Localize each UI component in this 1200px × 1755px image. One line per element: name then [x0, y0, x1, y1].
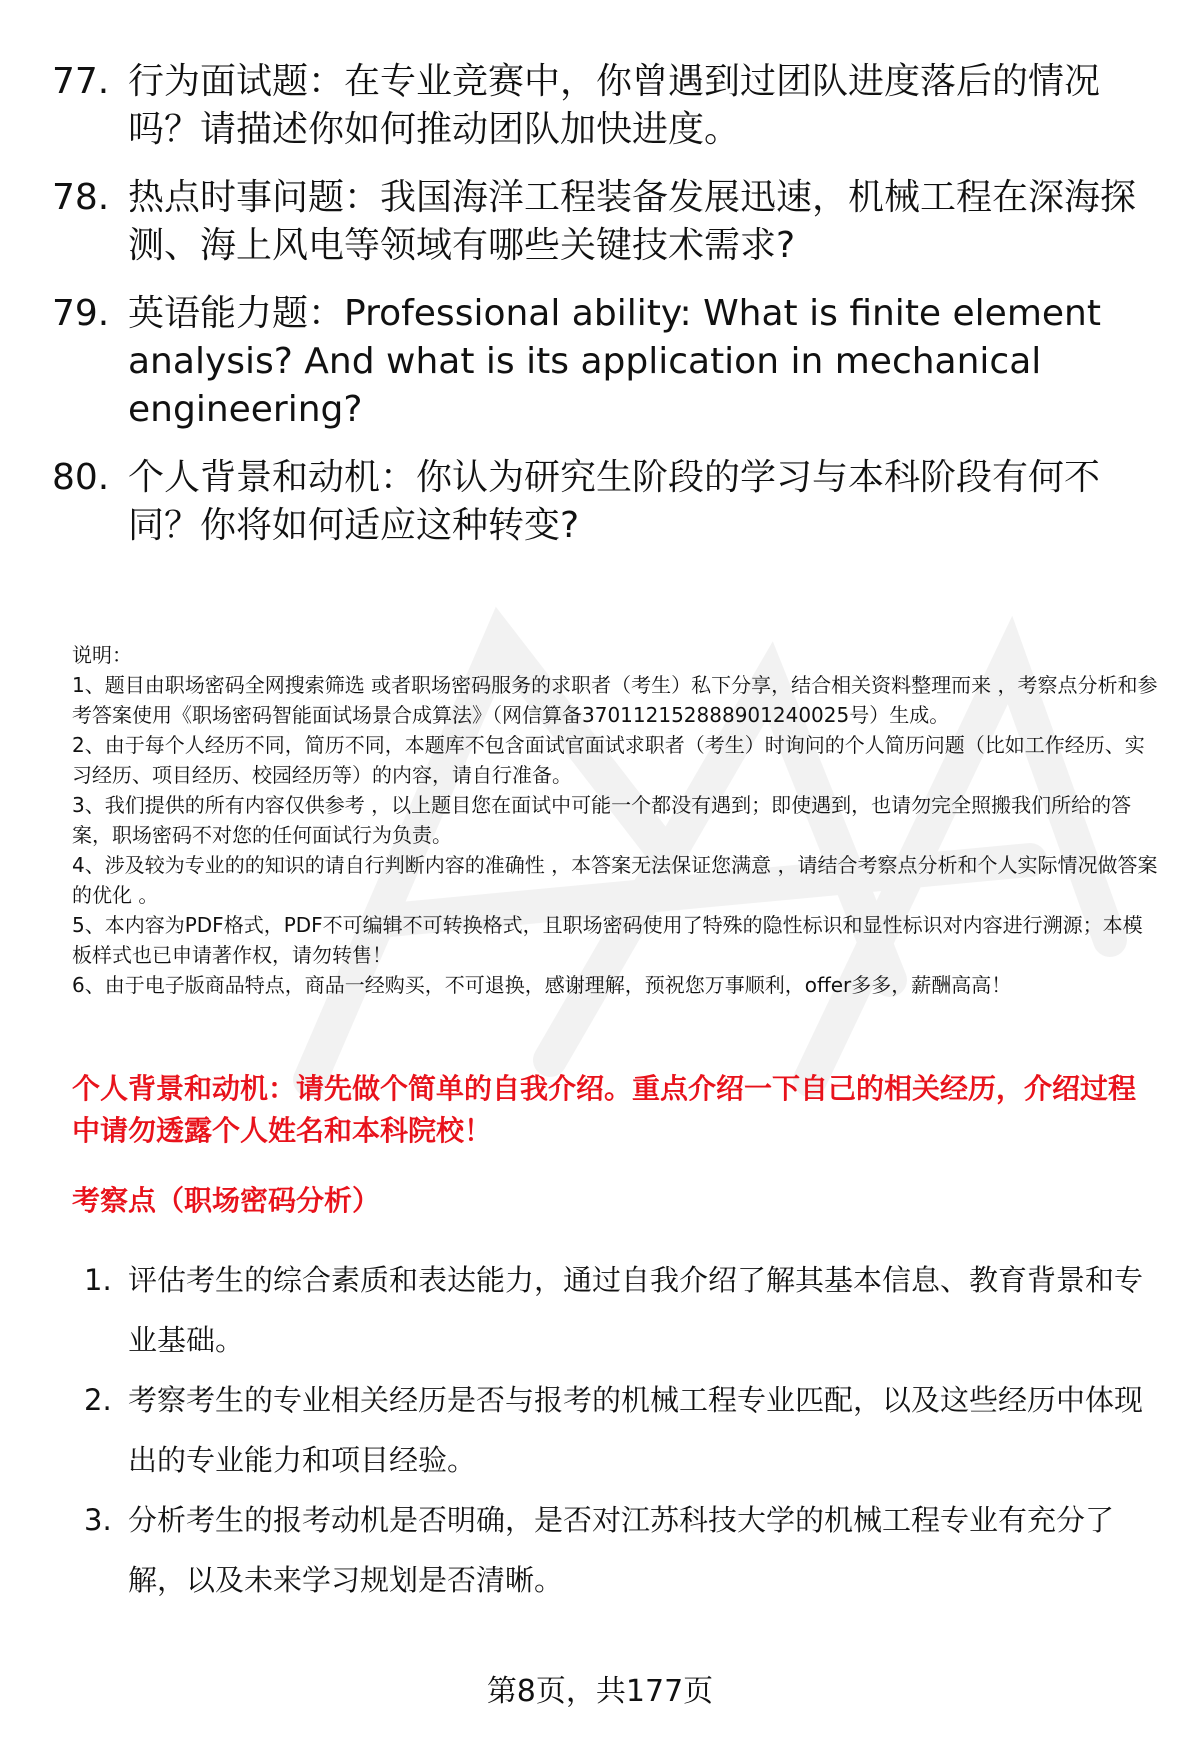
- question-number: 77.: [52, 61, 110, 102]
- point-text: 分析考生的报考动机是否明确，是否对江苏科技大学的机械工程专业有充分了解，以及未来学习规划是否清晰。: [128, 1503, 1115, 1597]
- notes-title: 说明：: [72, 643, 132, 667]
- point-text: 考察考生的专业相关经历是否与报考的机械工程专业匹配，以及这些经历中体现出的专业能力和项目经验。: [128, 1383, 1144, 1477]
- note-item: 5、本内容为PDF格式，PDF不可编辑不可转换格式，且职场密码使用了特殊的隐性标识和显性标识对内容进行溯源；本模板样式也已申请著作权，请勿转售！: [72, 913, 1143, 967]
- analysis-points: [84, 1250, 1164, 1610]
- analysis-point: [84, 1250, 1164, 1370]
- note-item: 2、由于每个人经历不同，简历不同，本题库不包含面试官面试求职者（考生）时询问的个人简历问题（比如工作经历、实习经历、项目经历、校园经历等）的内容，请自行准备。: [72, 733, 1145, 787]
- point-number: 3.: [84, 1503, 112, 1537]
- question-item: [52, 58, 1162, 154]
- note-item: 3、我们提供的所有内容仅供参考 ，以上题目您在面试中可能一个都没有遇到；即使遇到，也请勿完全照搬我们所给的答案，职场密码不对您的任何面试行为负责。: [72, 793, 1132, 847]
- question-text: 个人背景和动机：你认为研究生阶段的学习与本科阶段有何不同？你将如何适应这种转变?: [128, 457, 1101, 546]
- point-number: 2.: [84, 1383, 112, 1417]
- question-number: 78.: [52, 177, 110, 218]
- question-number: 80.: [52, 457, 110, 498]
- featured-question: 个人背景和动机：请先做个简单的自我介绍。重点介绍一下自己的相关经历，介绍过程中请勿透露个人姓名和本科院校！: [72, 1072, 1137, 1147]
- note-item: 6、由于电子版商品特点，商品一经购买，不可退换，感谢理解，预祝您万事顺利，offer多多，薪酬高高！: [72, 973, 1012, 997]
- point-number: 1.: [84, 1263, 112, 1297]
- analysis-point: [84, 1370, 1164, 1490]
- notes-section: [72, 640, 1162, 1000]
- analysis-point: [84, 1490, 1164, 1610]
- analysis-heading: 考察点（职场密码分析）: [72, 1184, 381, 1217]
- page-footer: 第8页，共177页: [486, 1674, 714, 1709]
- note-item: 1、题目由职场密码全网搜索筛选 或者职场密码服务的求职者（考生）私下分享，结合相关资料整理而来 ，考察点分析和参考答案使用《职场密码智能面试场景合成算法》（网信算备370112152888901240025号）生成。: [72, 673, 1158, 727]
- question-text: 行为面试题：在专业竞赛中，你曾遇到过团队进度落后的情况吗？请描述你如何推动团队加快进度。: [128, 61, 1101, 150]
- question-number: 79.: [52, 293, 110, 334]
- question-item: [52, 454, 1162, 550]
- note-item: 4、涉及较为专业的的知识的请自行判断内容的准确性 ，本答案无法保证您满意 ，请结合考察点分析和个人实际情况做答案的优化 。: [72, 853, 1158, 907]
- question-text: 英语能力题：Professional ability: What is finite element analysis? And what is its application in mechanical engineering?: [128, 293, 1101, 430]
- question-item: [52, 174, 1162, 270]
- point-text: 评估考生的综合素质和表达能力，通过自我介绍了解其基本信息、教育背景和专业基础。: [128, 1263, 1144, 1357]
- question-list: [52, 58, 1162, 570]
- question-item: [52, 290, 1162, 434]
- question-text: 热点时事问题：我国海洋工程装备发展迅速，机械工程在深海探测、海上风电等领域有哪些关键技术需求?: [128, 177, 1137, 266]
